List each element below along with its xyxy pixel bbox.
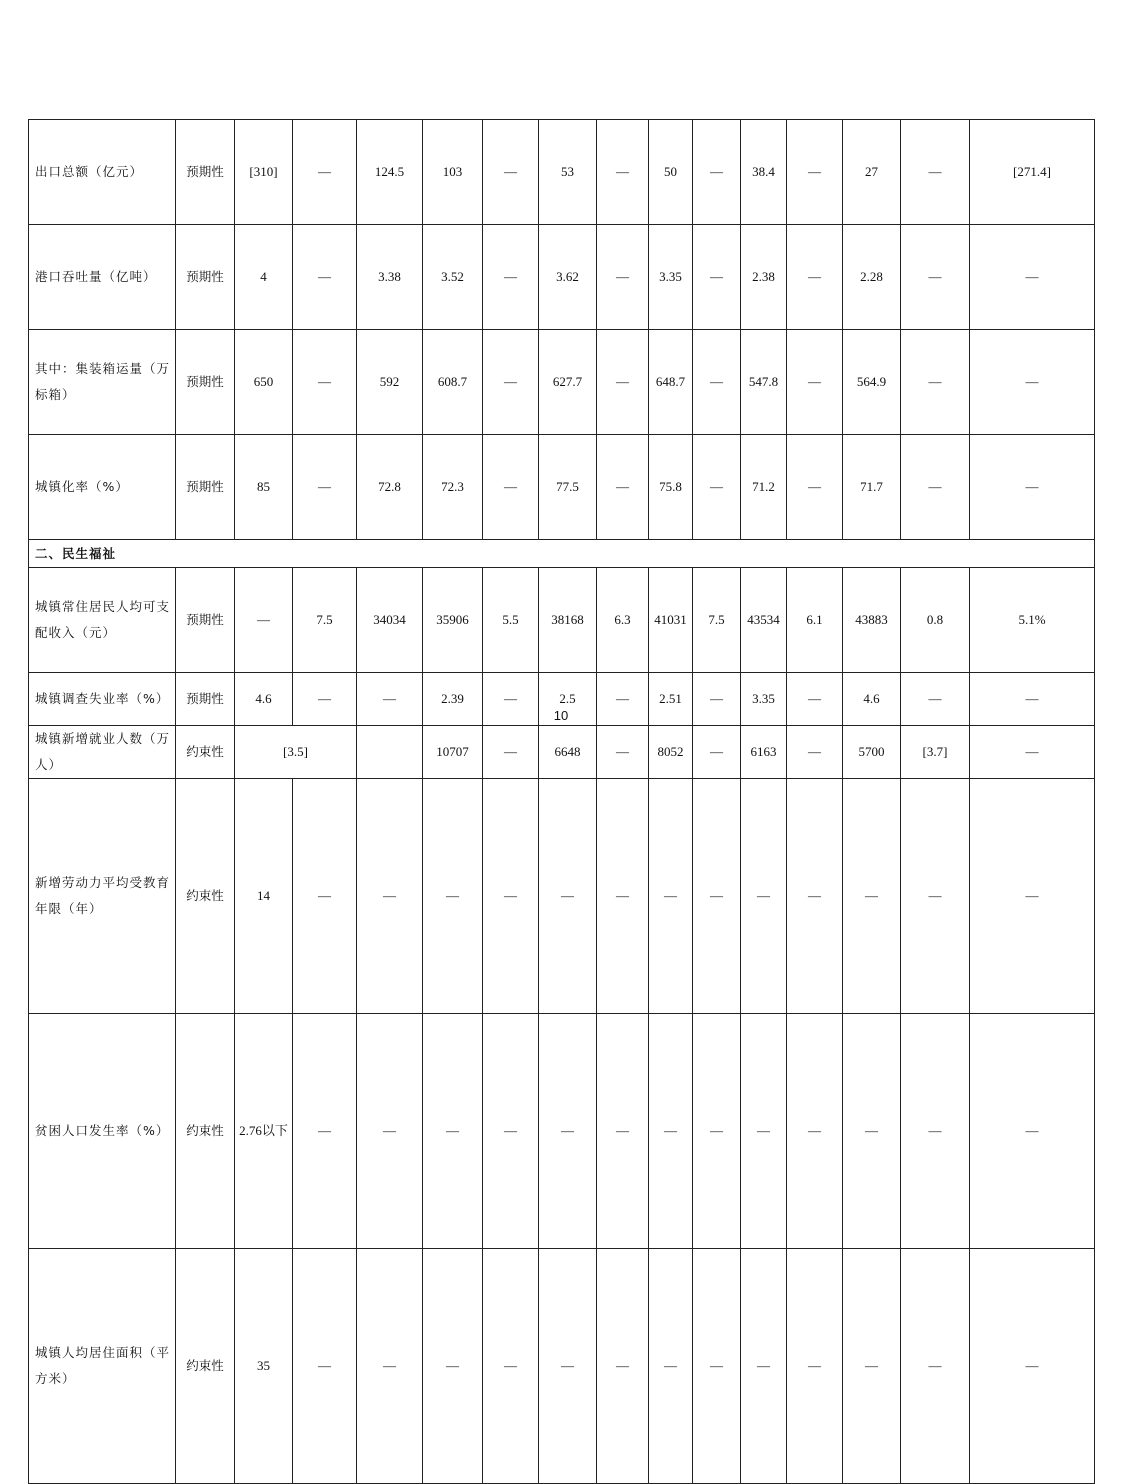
value-cell: 7.5	[693, 568, 741, 673]
value-cell: —	[357, 673, 423, 726]
page-number: 10	[553, 708, 569, 723]
value-cell: 3.35	[741, 673, 787, 726]
value-cell: —	[597, 779, 649, 1014]
value-cell: 34034	[357, 568, 423, 673]
value-cell: —	[693, 330, 741, 435]
value-cell: —	[843, 779, 901, 1014]
value-cell: 3.38	[357, 225, 423, 330]
value-cell: 71.2	[741, 435, 787, 540]
value-cell: 6648	[539, 726, 597, 779]
value-cell: 43883	[843, 568, 901, 673]
value-cell: —	[787, 673, 843, 726]
value-cell: —	[357, 779, 423, 1014]
value-cell: 2.39	[423, 673, 483, 726]
table-row	[29, 225, 1095, 330]
value-cell: 592	[357, 330, 423, 435]
value-cell: —	[970, 726, 1095, 779]
value-cell: —	[787, 1249, 843, 1484]
value-cell: —	[901, 330, 970, 435]
value-cell: —	[787, 225, 843, 330]
value-cell: —	[693, 435, 741, 540]
value-cell: —	[970, 1249, 1095, 1484]
value-cell: —	[423, 779, 483, 1014]
value-cell: —	[293, 330, 357, 435]
indicator-type: 预期性	[176, 120, 235, 225]
indicator-type: 约束性	[176, 1249, 235, 1484]
value-cell: —	[787, 779, 843, 1014]
value-cell: —	[970, 1014, 1095, 1249]
table-row	[29, 1249, 1095, 1484]
value-cell: 35	[235, 1249, 293, 1484]
value-cell: —	[539, 779, 597, 1014]
value-cell: —	[293, 1014, 357, 1249]
value-cell: —	[649, 1014, 693, 1249]
value-cell: —	[741, 1249, 787, 1484]
value-cell: —	[970, 330, 1095, 435]
indicator-name: 港口吞吐量（亿吨）	[29, 225, 176, 330]
value-cell: —	[901, 435, 970, 540]
value-cell: —	[483, 225, 539, 330]
value-cell: 27	[843, 120, 901, 225]
value-cell: —	[787, 330, 843, 435]
value-cell: —	[539, 1014, 597, 1249]
value-cell: —	[293, 435, 357, 540]
indicator-type: 约束性	[176, 779, 235, 1014]
value-cell: —	[597, 330, 649, 435]
value-cell: —	[693, 1014, 741, 1249]
value-cell: 608.7	[423, 330, 483, 435]
value-cell: —	[293, 673, 357, 726]
value-cell: 41031	[649, 568, 693, 673]
table-body	[29, 120, 1095, 1484]
value-cell: 648.7	[649, 330, 693, 435]
value-cell: —	[693, 225, 741, 330]
value-cell: —	[423, 1014, 483, 1249]
value-cell: 5.1%	[970, 568, 1095, 673]
value-cell: —	[787, 435, 843, 540]
value-cell: 3.52	[423, 225, 483, 330]
value-cell: —	[483, 435, 539, 540]
indicator-type: 预期性	[176, 435, 235, 540]
value-cell: —	[483, 330, 539, 435]
indicator-name: 城镇化率（%）	[29, 435, 176, 540]
value-cell: [310]	[235, 120, 293, 225]
value-cell: 14	[235, 779, 293, 1014]
table-row	[29, 779, 1095, 1014]
value-cell: 53	[539, 120, 597, 225]
indicator-table	[28, 119, 1095, 1484]
value-cell: —	[901, 779, 970, 1014]
value-cell: 71.7	[843, 435, 901, 540]
value-cell: —	[970, 779, 1095, 1014]
value-cell: —	[235, 568, 293, 673]
value-cell: —	[293, 225, 357, 330]
value-cell: —	[539, 1249, 597, 1484]
value-cell: 0.8	[901, 568, 970, 673]
indicator-type: 约束性	[176, 1014, 235, 1249]
value-cell: —	[843, 1249, 901, 1484]
value-cell: —	[843, 1014, 901, 1249]
value-cell: 2.76以下	[235, 1014, 293, 1249]
value-cell: 6163	[741, 726, 787, 779]
value-cell: 2.5	[539, 673, 597, 726]
merged-value-cell: [3.5]	[235, 726, 357, 779]
value-cell: 4.6	[843, 673, 901, 726]
value-cell: 124.5	[357, 120, 423, 225]
indicator-name: 城镇调查失业率（%）	[29, 673, 176, 726]
value-cell: —	[787, 1014, 843, 1249]
indicator-type: 预期性	[176, 225, 235, 330]
value-cell: —	[970, 435, 1095, 540]
indicator-type: 预期性	[176, 330, 235, 435]
value-cell: —	[693, 1249, 741, 1484]
value-cell: 85	[235, 435, 293, 540]
indicator-name: 新增劳动力平均受教育年限（年）	[29, 779, 176, 1014]
indicator-type: 预期性	[176, 673, 235, 726]
value-cell: 77.5	[539, 435, 597, 540]
value-cell: 5700	[843, 726, 901, 779]
value-cell: 38.4	[741, 120, 787, 225]
value-cell: 6.1	[787, 568, 843, 673]
value-cell: 103	[423, 120, 483, 225]
indicator-name: 城镇人均居住面积（平方米）	[29, 1249, 176, 1484]
value-cell: —	[901, 1014, 970, 1249]
value-cell: —	[483, 673, 539, 726]
value-cell: —	[649, 1249, 693, 1484]
empty-cell	[357, 726, 423, 779]
value-cell: 3.62	[539, 225, 597, 330]
value-cell: —	[357, 1249, 423, 1484]
value-cell: —	[597, 1014, 649, 1249]
value-cell: 38168	[539, 568, 597, 673]
section-heading: 二、民生福祉	[29, 540, 1095, 568]
value-cell: 3.35	[649, 225, 693, 330]
indicator-name: 其中：集装箱运量（万标箱）	[29, 330, 176, 435]
value-cell: —	[901, 1249, 970, 1484]
value-cell: 75.8	[649, 435, 693, 540]
value-cell: —	[693, 673, 741, 726]
value-cell: —	[357, 1014, 423, 1249]
value-cell: —	[649, 779, 693, 1014]
value-cell: —	[901, 673, 970, 726]
value-cell: 650	[235, 330, 293, 435]
value-cell: —	[741, 779, 787, 1014]
value-cell: 7.5	[293, 568, 357, 673]
value-cell: 5.5	[483, 568, 539, 673]
value-cell: 43534	[741, 568, 787, 673]
value-cell: —	[787, 726, 843, 779]
value-cell: 72.3	[423, 435, 483, 540]
value-cell: 4.6	[235, 673, 293, 726]
value-cell: 35906	[423, 568, 483, 673]
table-row	[29, 726, 1095, 779]
indicator-type: 约束性	[176, 726, 235, 779]
value-cell: —	[970, 673, 1095, 726]
indicator-name: 城镇常住居民人均可支配收入（元）	[29, 568, 176, 673]
value-cell: —	[597, 673, 649, 726]
value-cell: 6.3	[597, 568, 649, 673]
value-cell: —	[693, 726, 741, 779]
value-cell: —	[483, 726, 539, 779]
value-cell: —	[597, 120, 649, 225]
value-cell: —	[901, 120, 970, 225]
table-row	[29, 120, 1095, 225]
value-cell: —	[293, 779, 357, 1014]
value-cell: —	[597, 225, 649, 330]
value-cell: 4	[235, 225, 293, 330]
value-cell: —	[483, 1249, 539, 1484]
table-row	[29, 568, 1095, 673]
value-cell: 564.9	[843, 330, 901, 435]
indicator-type: 预期性	[176, 568, 235, 673]
value-cell: 72.8	[357, 435, 423, 540]
indicator-name: 贫困人口发生率（%）	[29, 1014, 176, 1249]
value-cell: —	[423, 1249, 483, 1484]
value-cell: —	[787, 120, 843, 225]
value-cell: —	[901, 225, 970, 330]
value-cell: —	[597, 1249, 649, 1484]
value-cell: 547.8	[741, 330, 787, 435]
value-cell: —	[597, 435, 649, 540]
value-cell: —	[693, 779, 741, 1014]
value-cell: —	[970, 225, 1095, 330]
table-row	[29, 435, 1095, 540]
value-cell: —	[293, 1249, 357, 1484]
value-cell: 10707	[423, 726, 483, 779]
value-cell: 2.38	[741, 225, 787, 330]
value-cell: —	[293, 120, 357, 225]
value-cell: 50	[649, 120, 693, 225]
table-row	[29, 330, 1095, 435]
value-cell: [3.7]	[901, 726, 970, 779]
value-cell: —	[483, 1014, 539, 1249]
value-cell: —	[597, 726, 649, 779]
value-cell: 627.7	[539, 330, 597, 435]
value-cell: 8052	[649, 726, 693, 779]
table-row	[29, 1014, 1095, 1249]
value-cell: 2.51	[649, 673, 693, 726]
value-cell: 2.28	[843, 225, 901, 330]
table-row	[29, 540, 1095, 568]
value-cell: —	[693, 120, 741, 225]
indicator-name: 出口总额（亿元）	[29, 120, 176, 225]
value-cell: —	[483, 120, 539, 225]
value-cell: —	[483, 779, 539, 1014]
indicator-name: 城镇新增就业人数（万人）	[29, 726, 176, 779]
value-cell: [271.4]	[970, 120, 1095, 225]
value-cell: —	[741, 1014, 787, 1249]
